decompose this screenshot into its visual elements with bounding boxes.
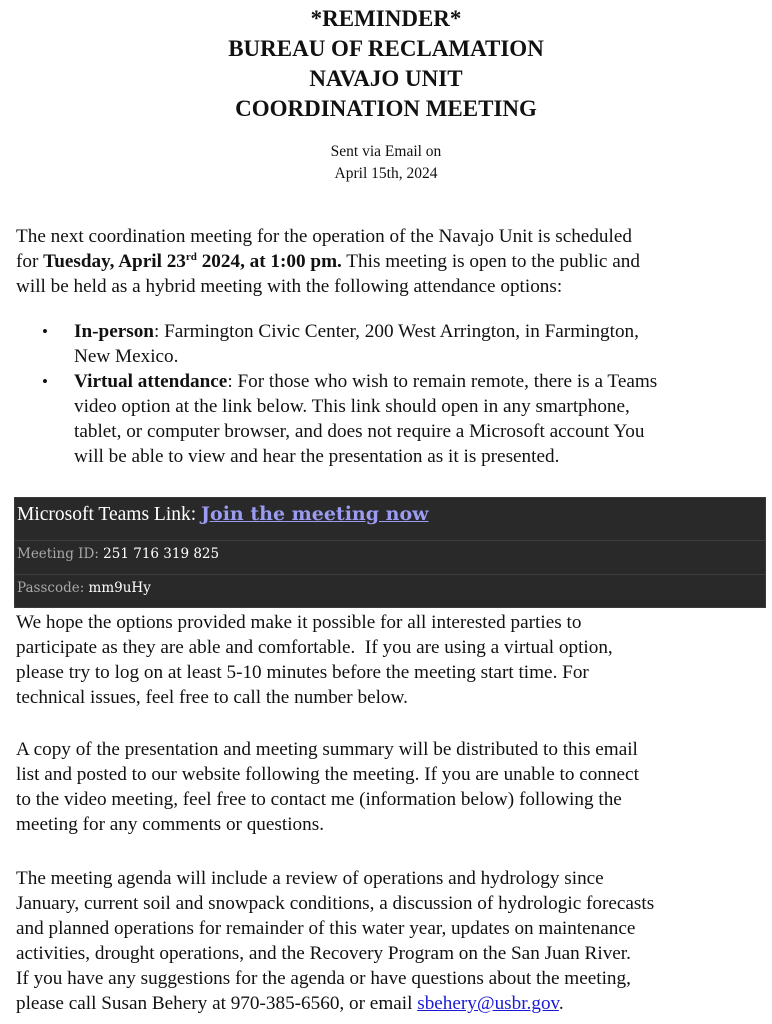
paragraph-line: list and posted to our website following the meeting. If you are unable to connect bbox=[16, 764, 639, 785]
meeting-id-row bbox=[15, 541, 765, 575]
teams-info-block bbox=[14, 497, 766, 608]
paragraph-line: The meeting agenda will include a review of operations and hydrology since bbox=[16, 868, 604, 889]
bullet-line: New Mexico. bbox=[74, 346, 179, 367]
meeting-date bbox=[43, 251, 342, 272]
sent-date: April 15th, 2024 bbox=[334, 165, 438, 182]
paragraph-line: A copy of the presentation and meeting summary will be distributed to this email bbox=[16, 739, 638, 760]
intro-line: will be held as a hybrid meeting with the following attendance options: bbox=[16, 276, 563, 297]
meeting-id-value: 251 716 319 825 bbox=[103, 546, 220, 562]
teams-link-row bbox=[15, 498, 765, 541]
passcode-label: Passcode: bbox=[17, 580, 89, 596]
bullet-line bbox=[74, 319, 772, 344]
option-label: Virtual attendance bbox=[74, 371, 228, 392]
bullet-line bbox=[74, 369, 772, 394]
passcode-value: mm9uHy bbox=[88, 580, 151, 596]
paragraph-line: meeting for any comments or questions. bbox=[16, 814, 325, 835]
sent-via-label: Sent via Email on bbox=[330, 143, 442, 160]
bullet-line: will be able to view and hear the presentation as it is presented. bbox=[74, 446, 560, 467]
paragraph-line: please try to log on at least 5-10 minutes before the meeting start time. For bbox=[16, 662, 589, 683]
contact-text-end: . bbox=[558, 993, 564, 1014]
copy-paragraph bbox=[16, 737, 772, 837]
intro-text: This meeting is open to the public and bbox=[341, 251, 640, 272]
paragraph-line: We hope the options provided make it possible for all interested parties to bbox=[16, 612, 582, 633]
bullet-line: tablet, or computer browser, and does not require a Microsoft account You bbox=[74, 421, 645, 442]
meeting-date-time: 2024, at 1:00 pm. bbox=[196, 251, 342, 272]
option-text: : Farmington Civic Center, 200 West Arrington, in Farmington, bbox=[153, 321, 639, 342]
attendance-options-list bbox=[0, 319, 772, 469]
intro-line: The next coordination meeting for the operation of the Navajo Unit is scheduled bbox=[16, 226, 632, 247]
list-item-in-person bbox=[0, 319, 772, 369]
intro-line bbox=[16, 249, 772, 274]
paragraph-line bbox=[16, 991, 772, 1016]
paragraph-line: activities, drought operations, and the Recovery Program on the San Juan River. bbox=[16, 943, 631, 964]
intro-text: for bbox=[16, 251, 44, 272]
document-title bbox=[0, 4, 772, 124]
title-line-reminder: *REMINDER* bbox=[310, 6, 462, 31]
contact-text: please call Susan Behery at 970-385-6560, or email bbox=[16, 993, 418, 1014]
agenda-paragraph bbox=[16, 866, 772, 1016]
paragraph-line: technical issues, feel free to call the number below. bbox=[16, 687, 408, 708]
bullet-icon: • bbox=[42, 372, 48, 391]
intro-paragraph bbox=[16, 224, 772, 299]
meeting-date-day: Tuesday, April 23 bbox=[43, 251, 186, 272]
title-line-unit: NAVAJO UNIT bbox=[309, 66, 463, 91]
sent-date-block bbox=[0, 141, 772, 185]
date-ordinal-suffix: rd bbox=[185, 251, 197, 263]
list-item-virtual bbox=[0, 369, 772, 469]
teams-link-label: Microsoft Teams Link: bbox=[17, 504, 202, 525]
title-line-bureau: BUREAU OF RECLAMATION bbox=[228, 36, 544, 61]
title-line-meeting: COORDINATION MEETING bbox=[235, 96, 537, 121]
paragraph-line: January, current soil and snowpack conditions, a discussion of hydrologic forecasts bbox=[16, 893, 655, 914]
paragraph-line: participate as they are able and comfortable. If you are using a virtual option, bbox=[16, 637, 613, 658]
option-label: In-person bbox=[74, 321, 154, 342]
email-link[interactable]: sbehery@usbr.gov bbox=[417, 993, 559, 1014]
passcode-row bbox=[15, 575, 765, 609]
meeting-id-label: Meeting ID: bbox=[17, 546, 104, 562]
join-meeting-link[interactable]: Join the meeting now bbox=[201, 503, 429, 525]
options-paragraph bbox=[16, 610, 772, 710]
option-text: : For those who wish to remain remote, there is a Teams bbox=[227, 371, 658, 392]
bullet-line: video option at the link below. This link should open in any smartphone, bbox=[74, 396, 630, 417]
bullet-icon: • bbox=[42, 322, 48, 341]
paragraph-line: to the video meeting, feel free to contact me (information below) following the bbox=[16, 789, 622, 810]
paragraph-line: and planned operations for remainder of this water year, updates on maintenance bbox=[16, 918, 636, 939]
paragraph-line: If you have any suggestions for the agenda or have questions about the meeting, bbox=[16, 968, 631, 989]
